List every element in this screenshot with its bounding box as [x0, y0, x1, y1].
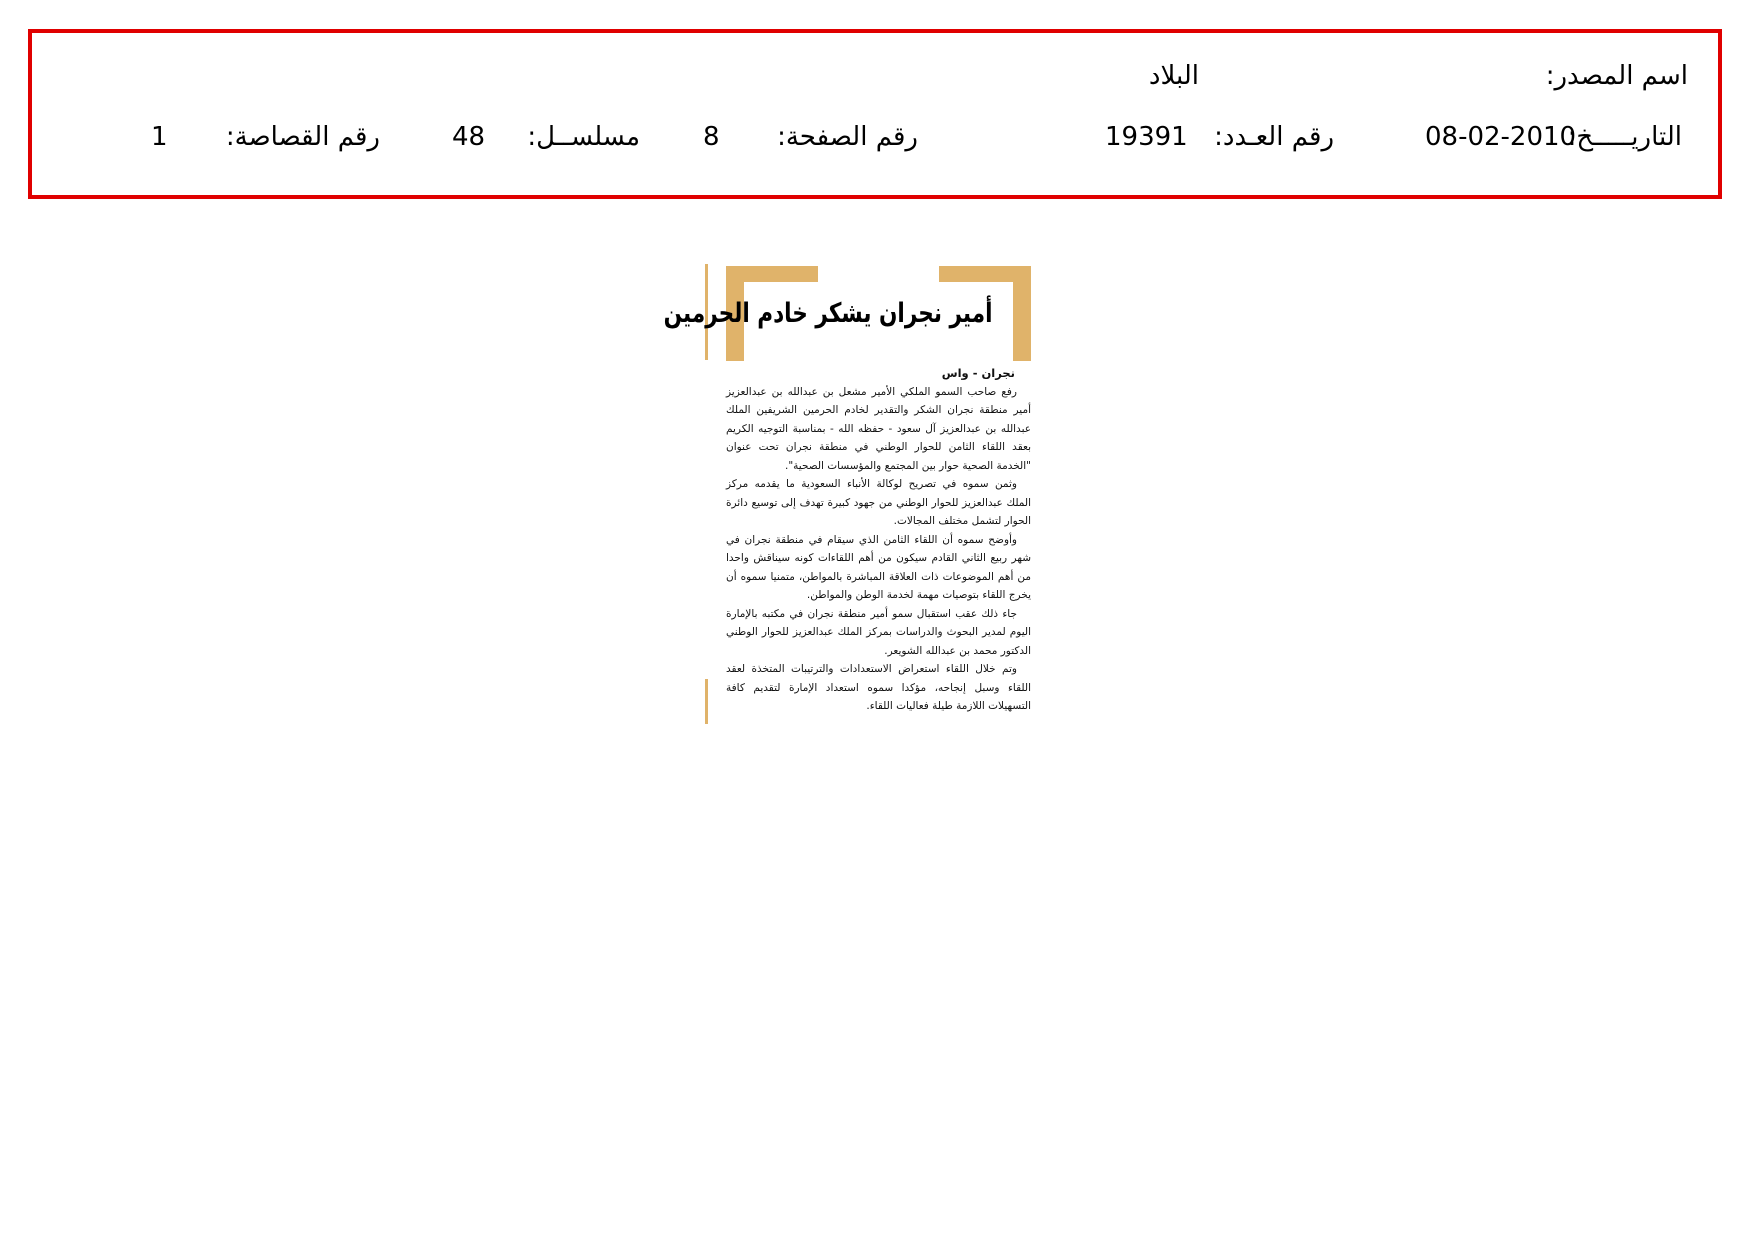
source-label: اسم المصدر: — [1545, 61, 1688, 91]
serial-value: 48 — [452, 122, 486, 152]
page-value: 8 — [703, 122, 720, 152]
headline-frame — [663, 266, 1031, 361]
frame-side-right — [1013, 266, 1031, 361]
article-paragraph: رفع صاحب السمو الملكي الأمير مشعل بن عبدالله بن عبدالعزيز أمير منطقة نجران الشكر والتقدير لخادم الحرمين الشريفين الملك عبدالله بن عبدالعزيز آل سعود - حفظه الله - بمناسبة التوجيه الكريم بعقد اللقاء الثامن للحوار الوطني في منطقة نجران تحت عنوان "الخدمة الصحية حوار بين المجتمع والمؤسسات الصحية". — [726, 385, 1031, 472]
source-value: البلاد — [1148, 61, 1199, 91]
article-paragraph: وثمن سموه في تصريح لوكالة الأنباء السعودية ما يقدمه مركز الملك عبدالعزيز للحوار الوطني من جهود كبيرة تهدف إلى توسيع دائرة الحوار لتشمل مختلف المجالات. — [726, 478, 1031, 527]
clip-left-rule-bottom — [705, 679, 708, 724]
date-label: التاريـــــخ: — [1567, 122, 1682, 152]
article-headline: أمير نجران يشكر خادم الحرمين — [663, 298, 993, 329]
article-body — [726, 364, 1031, 716]
article-paragraph: وأوضح سموه أن اللقاء الثامن الذي سيقام في منطقة نجران في شهر ربيع الثاني القادم سيكون من أهم اللقاءات كونه سيناقش واحدا من أهم الموضوعات ذات العلاقة المباشرة بالمواطن، متمنيا سموه أن يخرج اللقاء بتوصيات مهمة لخدمة الوطن والمواطن. — [726, 533, 1031, 601]
article-byline: نجران - واس — [941, 366, 1015, 380]
page-label: رقم الصفحة: — [777, 122, 918, 152]
date-value: 08-02-2010 — [1425, 122, 1577, 152]
serial-label: مسلســل: — [527, 122, 640, 152]
article-paragraph: وتم خلال اللقاء استعراض الاستعدادات والترتيبات المتخذة لعقد اللقاء وسبل إنجاحه، مؤكدا سموه استعداد الإمارة لتقديم كافة التسهيلات اللازمة طيلة فعاليات اللقاء. — [726, 663, 1031, 712]
article-paragraph: جاء ذلك عقب استقبال سمو أمير منطقة نجران في مكتبه بالإمارة اليوم لمدير البحوث والدراسات بمركز الملك عبدالعزيز للحوار الوطني الدكتور محمد بن عبدالله الشويعر. — [726, 607, 1031, 657]
clipping-metadata-box — [28, 29, 1722, 199]
newspaper-clipping — [663, 264, 1032, 724]
clip-number-label: رقم القصاصة: — [225, 122, 380, 152]
clip-number-value: 1 — [151, 122, 168, 152]
issue-value: 19391 — [1105, 122, 1188, 152]
issue-label: رقم العـدد: — [1214, 122, 1334, 152]
